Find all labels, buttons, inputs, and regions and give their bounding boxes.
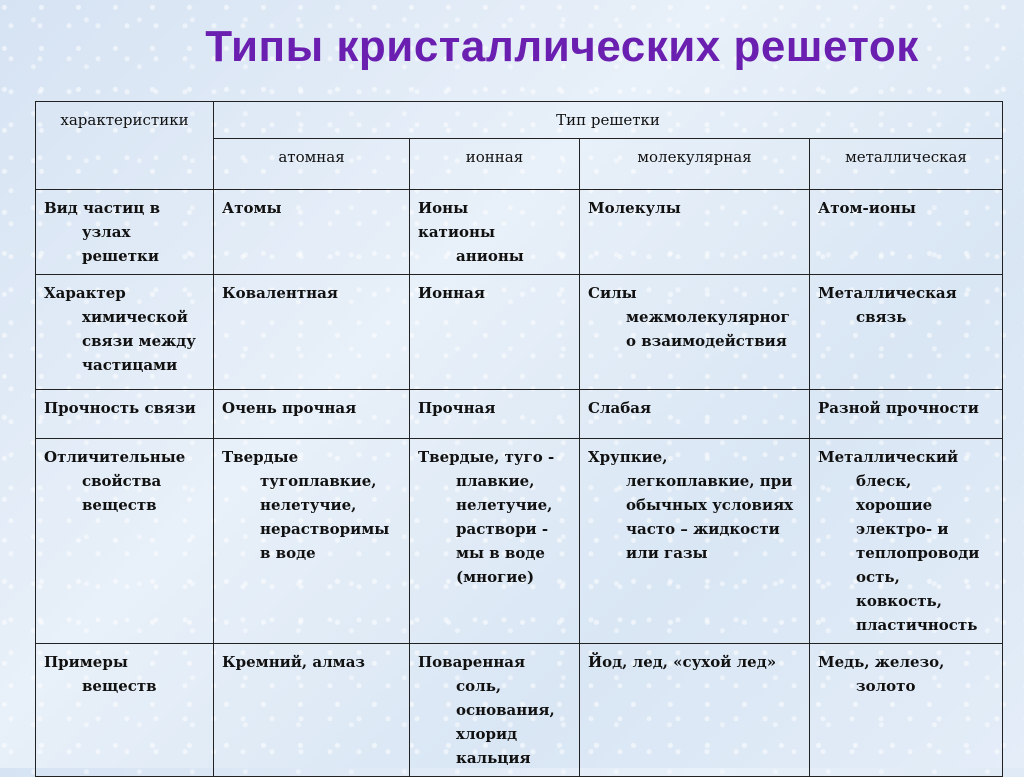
table-row — [36, 190, 1003, 275]
header-atomic: атомная — [214, 139, 410, 190]
table-cell: Твердые, туго - плавкие, нелетучие, раствори - мы в воде (многие) — [410, 439, 580, 644]
crystal-lattice-table — [35, 101, 1003, 777]
header-metallic: металлическая — [810, 139, 1003, 190]
table-row — [36, 390, 1003, 439]
table-cell: Металлический блеск, хорошие электро- и теплопроводи ость, ковкость, пластичность — [810, 439, 1003, 644]
table-cell: Твердые тугоплавкие, нелетучие, нерастворимы в воде — [214, 439, 410, 644]
table-cell: Атомы — [214, 190, 410, 275]
header-characteristics: характеристики — [36, 102, 214, 190]
table-cell: Кремний, алмаз — [214, 644, 410, 777]
row-label: Прочность связи — [36, 390, 214, 439]
header-ionic: ионная — [410, 139, 580, 190]
row-label: Примеры веществ — [36, 644, 214, 777]
row-label: Характер химической связи между частицами — [36, 275, 214, 390]
header-molecular: молекулярная — [580, 139, 810, 190]
table-row — [36, 439, 1003, 644]
table-cell: Слабая — [580, 390, 810, 439]
table-cell: Металлическая связь — [810, 275, 1003, 390]
header-lattice-type: Тип решетки — [214, 102, 1003, 139]
table-row — [36, 644, 1003, 777]
table-cell: Ковалентная — [214, 275, 410, 390]
row-label: Вид частиц в узлах решетки — [36, 190, 214, 275]
table-cell: Йод, лед, «сухой лед» — [580, 644, 810, 777]
page-title: Типы кристаллических решеток — [205, 22, 919, 71]
table-cell: Атом-ионы — [810, 190, 1003, 275]
row-label: Отличительные свойства веществ — [36, 439, 214, 644]
table-cell: Силы межмолекулярног о взаимодействия — [580, 275, 810, 390]
table-cell: Очень прочная — [214, 390, 410, 439]
table-cell: Ионы катионы анионы — [410, 190, 580, 275]
table-cell: Ионная — [410, 275, 580, 390]
table-cell: Поваренная соль, основания, хлорид кальция — [410, 644, 580, 777]
table-cell: Медь, железо, золото — [810, 644, 1003, 777]
table-row — [36, 275, 1003, 390]
table-cell: Хрупкие, легкоплавкие, при обычных условиях часто – жидкости или газы — [580, 439, 810, 644]
table-cell: Прочная — [410, 390, 580, 439]
table-cell: Разной прочности — [810, 390, 1003, 439]
table-cell: Молекулы — [580, 190, 810, 275]
